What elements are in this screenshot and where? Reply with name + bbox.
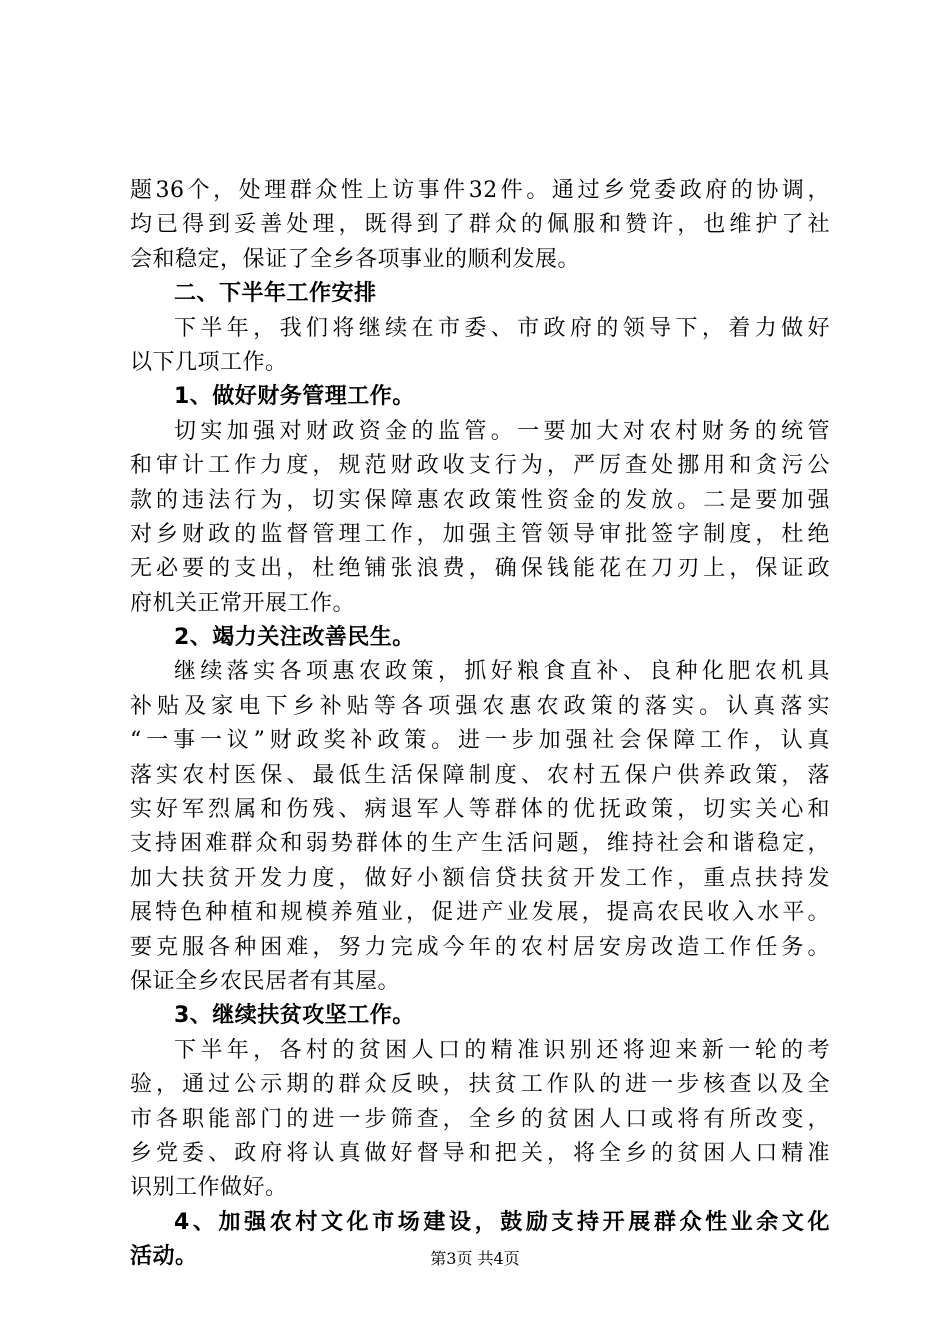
subsection-heading: 活动。 <box>130 1244 198 1270</box>
paragraph-line: 府机关正常开展工作。 <box>130 590 356 616</box>
section-heading: 二、下半年工作安排 <box>174 281 377 307</box>
paragraph-line: 以下几项工作。 <box>130 349 288 375</box>
paragraph-line: 和审计工作力度，规范财政收支行为，严厉查处挪用和贪污公 <box>130 453 830 479</box>
paragraph-line: 题36个，处理群众性上访事件32件。通过乡党委政府的协调， <box>130 178 830 203</box>
paragraph-line: 市各职能部门的进一步筛查，全乡的贫困人口或将有所改变， <box>130 1106 830 1132</box>
subsection-heading: 2、竭力关注改善民生。 <box>174 625 415 651</box>
paragraph-line: 落实农村医保、最低生活保障制度、农村五保户供养政策，落 <box>130 762 830 788</box>
subsection-heading: 4、加强农村文化市场建设，鼓励支持开展群众性业余文化 <box>174 1209 830 1235</box>
page-footer: 第3页 共4页 <box>430 1249 520 1268</box>
paragraph-line: 下半年，各村的贫困人口的精准识别还将迎来新一轮的考 <box>174 1037 830 1063</box>
paragraph-line: 要克服各种困难，努力完成今年的农村居安房改造工作任务。 <box>130 934 830 960</box>
paragraph-line: 保证全乡农民居者有其屋。 <box>130 968 401 994</box>
paragraph-line: 款的违法行为，切实保障惠农政策性资金的发放。二是要加强 <box>130 487 830 513</box>
document-body <box>130 174 830 1275</box>
paragraph-line: 下半年，我们将继续在市委、市政府的领导下，着力做好 <box>174 315 830 341</box>
paragraph-line: 加大扶贫开发力度，做好小额信贷扶贫开发工作，重点扶持发 <box>130 865 830 891</box>
paragraph-line: 验，通过公示期的群众反映，扶贫工作队的进一步核查以及全 <box>130 1072 830 1098</box>
subsection-heading: 3、继续扶贫攻坚工作。 <box>174 1003 415 1029</box>
subsection-heading: 1、做好财务管理工作。 <box>174 384 415 410</box>
paragraph-line: 会和稳定，保证了全乡各项事业的顺利发展。 <box>130 246 581 272</box>
paragraph-line: 均已得到妥善处理，既得到了群众的佩服和赞许，也维护了社 <box>130 212 830 238</box>
paragraph-line: 支持困难群众和弱势群体的生产生活问题，维持社会和谐稳定， <box>130 831 830 857</box>
paragraph-line: 补贴及家电下乡补贴等各项强农惠农政策的落实。认真落实 <box>130 693 830 719</box>
paragraph-line: 展特色种植和规模养殖业，促进产业发展，提高农民收入水平。 <box>130 900 830 926</box>
paragraph-line: 实好军烈属和伤残、病退军人等群体的优抚政策，切实关心和 <box>130 797 830 823</box>
paragraph-line: 对乡财政的监督管理工作，加强主管领导审批签字制度，杜绝 <box>130 521 830 547</box>
paragraph-line: 切实加强对财政资金的监管。一要加大对农村财务的统管 <box>174 418 830 444</box>
paragraph-line: 无必要的支出，杜绝铺张浪费，确保钱能花在刀刃上，保证政 <box>130 556 830 582</box>
paragraph-line: 识别工作做好。 <box>130 1175 288 1201</box>
paragraph-line: 继续落实各项惠农政策，抓好粮食直补、良种化肥农机具 <box>174 659 830 685</box>
paragraph-line: “一事一议”财政奖补政策。进一步加强社会保障工作，认真 <box>130 728 830 754</box>
paragraph-line: 乡党委、政府将认真做好督导和把关，将全乡的贫困人口精准 <box>130 1140 830 1166</box>
